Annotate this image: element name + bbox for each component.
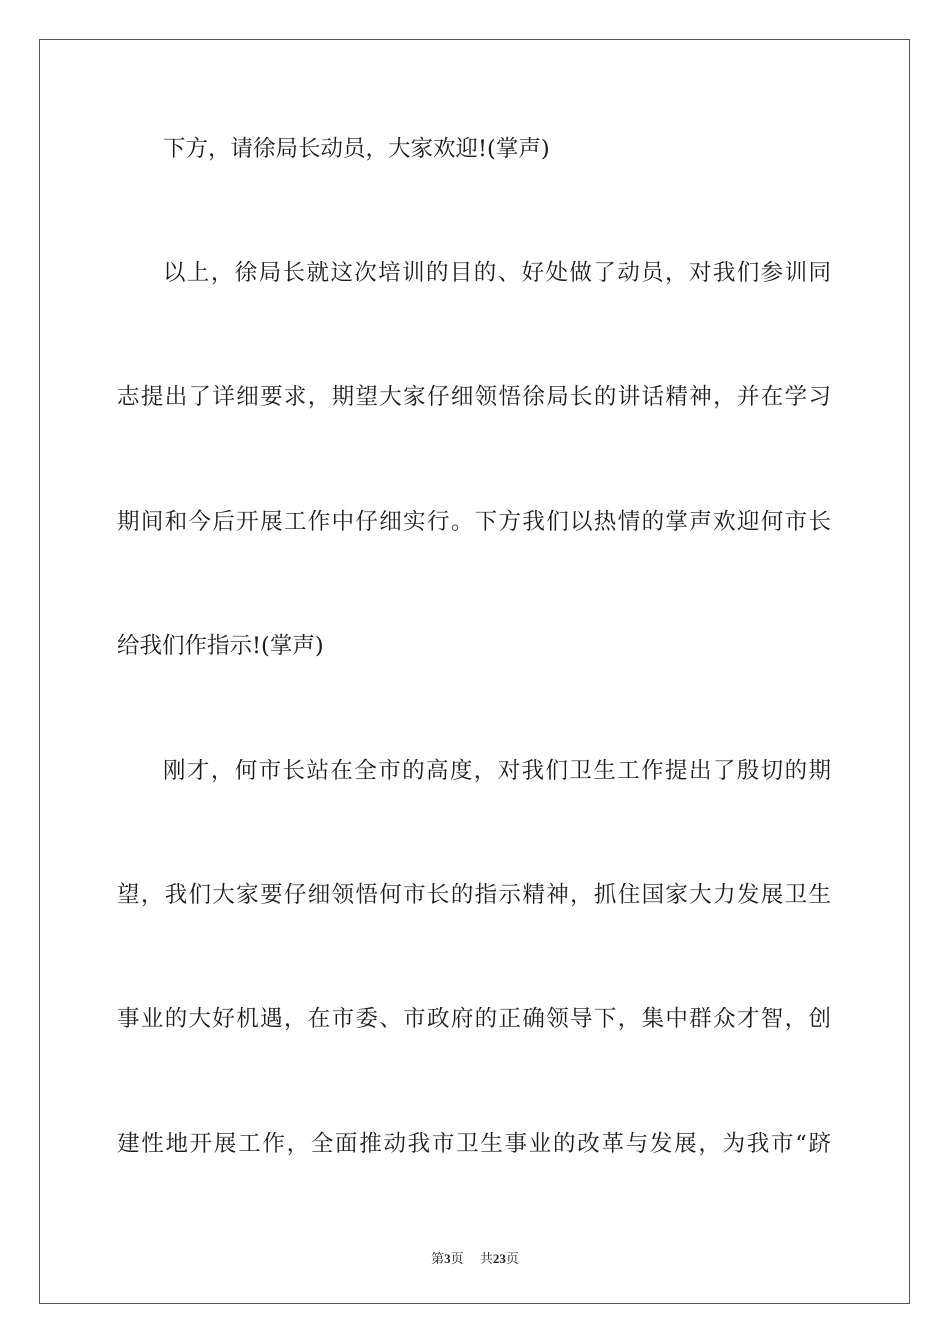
paragraph-line-7: 望，我们大家要仔细领悟何市长的指示精神，抓住国家大力发展卫生 [117, 882, 831, 908]
page-border [39, 39, 910, 1304]
page-number: 3 [444, 1251, 451, 1266]
page-footer [0, 1248, 950, 1267]
page-prefix: 第 [431, 1252, 445, 1267]
total-indicator [480, 1252, 519, 1267]
paragraph-line-8: 事业的大好机遇，在市委、市政府的正确领导下，集中群众才智，创 [117, 1006, 831, 1032]
paragraph-line-5: 给我们作指示!(掌声) [117, 633, 324, 659]
paragraph-line-1: 下方，请徐局长动员，大家欢迎!(掌声) [163, 136, 550, 162]
total-pages: 23 [492, 1251, 506, 1266]
page-suffix: 页 [450, 1252, 464, 1267]
paragraph-line-9: 建性地开展工作，全面推动我市卫生事业的改革与发展，为我市“跻 [117, 1131, 831, 1157]
paragraph-line-2: 以上，徐局长就这次培训的目的、好处做了动员，对我们参训同 [163, 260, 831, 286]
total-suffix: 页 [505, 1252, 519, 1267]
total-prefix: 共 [479, 1252, 493, 1267]
page-indicator [431, 1252, 464, 1267]
paragraph-line-6: 刚才，何市长站在全市的高度，对我们卫生工作提出了殷切的期 [163, 758, 831, 784]
paragraph-line-3: 志提出了详细要求，期望大家仔细领悟徐局长的讲话精神，并在学习 [117, 384, 831, 410]
paragraph-line-4: 期间和今后开展工作中仔细实行。下方我们以热情的掌声欢迎何市长 [117, 509, 831, 535]
